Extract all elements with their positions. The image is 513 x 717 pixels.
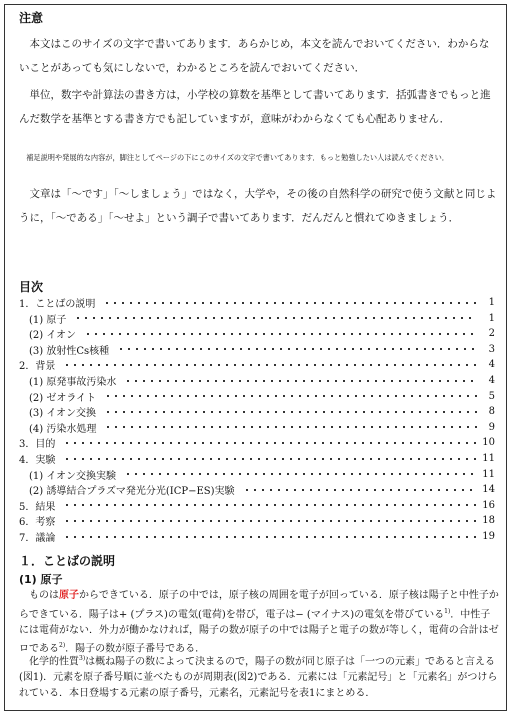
toc-item xyxy=(29,326,495,341)
toc-item-page: 4 xyxy=(488,359,495,371)
toc-leader-dots xyxy=(104,426,477,428)
toc-leader-dots xyxy=(63,364,477,366)
toc-item-page: 2 xyxy=(488,328,495,340)
toc-heading: 目次 xyxy=(19,280,44,294)
toc-item-label: 4．実験 xyxy=(19,455,56,466)
toc-item-page: 1 xyxy=(488,297,495,308)
highlighted-term: 原子 xyxy=(59,590,79,601)
toc-item-label: 2．背景 xyxy=(19,361,56,373)
notice-paragraph: 単位，数字や計算法の書き方は，小学校の算数を基準として書いてあります．括弧書きでもっと進んだ数学を基準とする書き方でも記していますが，意味がわからなくても心配ありません． xyxy=(19,89,491,125)
toc-item xyxy=(19,513,495,528)
toc-leader-dots xyxy=(104,411,477,413)
toc-item-page: 14 xyxy=(482,484,495,496)
toc-leader-dots xyxy=(84,333,477,335)
toc-leader-dots xyxy=(74,317,477,319)
toc-item xyxy=(29,467,495,482)
subsection-heading: (1) 原子 xyxy=(19,573,63,586)
toc-item xyxy=(29,373,495,388)
toc-item xyxy=(29,342,495,357)
toc-leader-dots xyxy=(63,458,477,460)
toc-item xyxy=(29,482,495,497)
toc-leader-dots xyxy=(63,504,477,506)
section-heading: １．ことばの説明 xyxy=(19,554,116,568)
body-paragraph: ものは原子からできている．原子の中では，原子核の周囲を電子が回っている．原子核は陽子と中性子からできている．陽子は+ (プラス)の電気(電荷)を帯び，電子は− (マイナス)の電気を帯びている$^{1)}$．中性子には電荷がない．外力が働かなければ，陽子の数が原子の中では陽子と電子の数が等しく，電荷の合計はゼロである$^{2)}$．陽子の数が原子番号である． xyxy=(19,590,499,655)
toc-item xyxy=(19,529,495,544)
toc-leader-dots xyxy=(117,348,477,350)
toc-leader-dots xyxy=(103,302,477,304)
toc-item-page: 10 xyxy=(482,437,495,449)
toc-leader-dots xyxy=(63,536,477,538)
toc-item-label: 6．考察 xyxy=(19,517,56,529)
body-paragraph: 化学的性質$^{3)}$は概ね陽子の数によって決まるので，陽子の数が同じ原子は「一つの元素」であると言える(図1)．元素を原子番号順に並べたものが周期表(図2)である．元素には「元素記号」と「元素名」がつけられている．本日登場する元素の原子番号，元素名，元素記号を表1にまとめる． xyxy=(19,655,498,699)
notice-heading: 注意 xyxy=(19,11,44,25)
toc-item-page: 3 xyxy=(488,343,495,355)
toc-item-page: 11 xyxy=(482,468,495,480)
toc-item-page: 9 xyxy=(488,421,495,433)
toc-leader-dots xyxy=(124,380,477,382)
toc-item xyxy=(19,451,495,466)
toc-item-label: (2) 誘導結合プラズマ発光分光(ICP−ES)実験 xyxy=(29,486,235,498)
toc-item-label: (3) 放射性Cs核種 xyxy=(29,345,110,357)
toc-item-label: 1．ことばの説明 xyxy=(19,299,96,310)
toc-item-page: 19 xyxy=(482,531,495,542)
notice-paragraph: 本文はこのサイズの文字で書いてあります．あらかじめ，本文を読んでおいてください．わからないことがあっても気にしないで，わかるところを読んでおいてください． xyxy=(19,38,490,74)
toc-item-label: 3．目的 xyxy=(19,439,56,451)
toc-item xyxy=(19,498,495,513)
toc-leader-dots xyxy=(63,520,477,522)
toc-item-page: 18 xyxy=(482,515,495,527)
toc-item-label: (2) ゼオライト xyxy=(29,392,97,404)
toc-leader-dots xyxy=(243,489,477,491)
toc-item-label: (1) イオン交換実験 xyxy=(29,470,117,482)
footnote-ref: 2) xyxy=(59,642,66,650)
toc-item-label: (3) イオン交換 xyxy=(29,408,97,420)
toc-item-label: (2) イオン xyxy=(29,330,77,342)
toc-item-page: 16 xyxy=(482,499,495,511)
toc-item xyxy=(19,295,495,310)
toc-item xyxy=(19,435,495,450)
toc-item-label: 5．結果 xyxy=(19,501,56,513)
toc-item xyxy=(29,389,495,404)
toc-leader-dots xyxy=(104,395,477,397)
toc-item xyxy=(29,311,495,326)
toc-item-label: 7．議論 xyxy=(19,533,56,544)
notice-paragraph: 文章は「〜です」「〜しましょう」ではなく，大学や，その後の自然科学の研究で使う文献と同じように，「〜である」「〜せよ」という調子で書いてあります．だんだんと慣れてゆきましょう． xyxy=(19,188,497,224)
toc-item-label: (1) 原発事故汚染水 xyxy=(29,377,117,388)
toc-item-label: (1) 原子 xyxy=(29,314,67,326)
toc-item-page: 1 xyxy=(488,312,495,324)
footnote-ref: 1) xyxy=(444,607,451,615)
toc-item xyxy=(19,357,495,372)
toc-leader-dots xyxy=(63,442,477,444)
toc-item-label: (4) 汚染水処理 xyxy=(29,423,97,435)
notice-footnote-sample: 補足説明や発展的な内容が，脚注としてページの下にこのサイズの文字で書いてあります．もっと勉強したい人は読んでください． xyxy=(26,153,449,162)
toc-item-page: 5 xyxy=(488,390,495,402)
toc-item-page: 4 xyxy=(488,375,495,386)
toc-item-page: 11 xyxy=(482,453,495,464)
toc-item-page: 8 xyxy=(488,406,495,418)
toc-item xyxy=(29,420,495,435)
footnote-ref: 3) xyxy=(79,655,86,662)
document-page xyxy=(4,4,507,711)
toc-leader-dots xyxy=(124,473,477,475)
toc-item xyxy=(29,404,495,419)
